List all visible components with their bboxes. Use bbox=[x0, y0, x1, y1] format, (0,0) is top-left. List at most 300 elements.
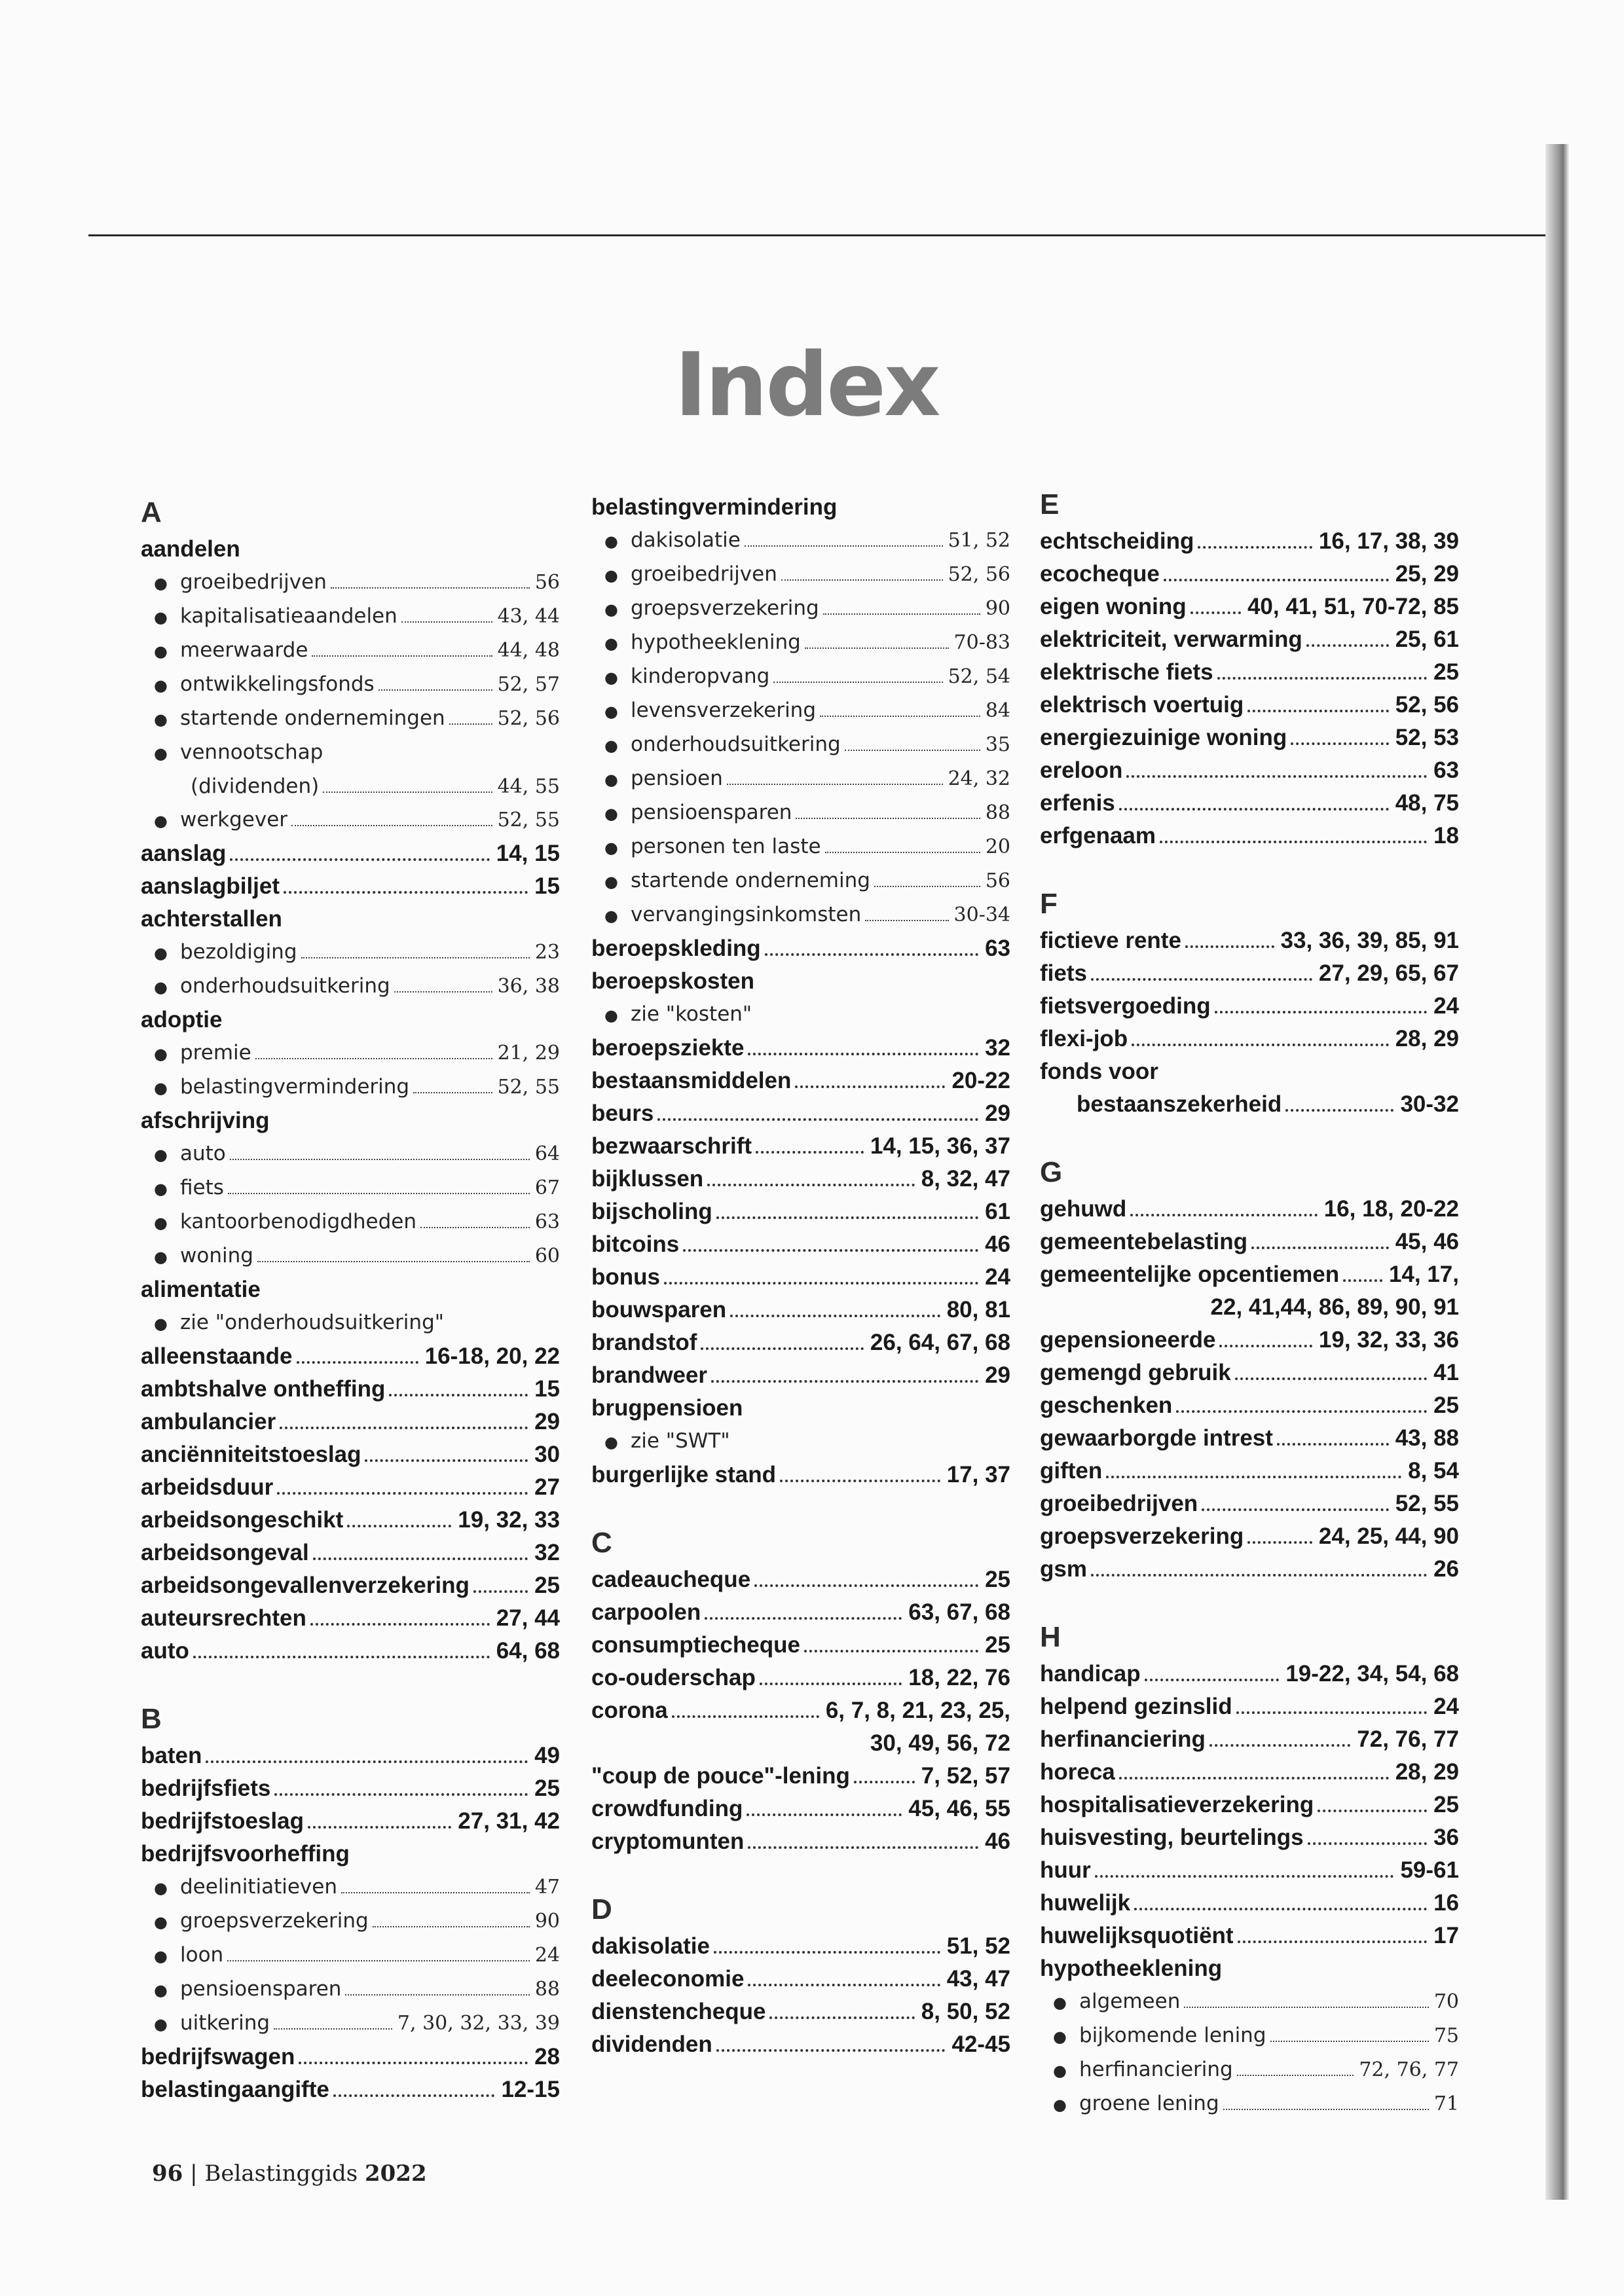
section-letter: A bbox=[141, 496, 162, 528]
sub-entry-term: algemeen bbox=[1079, 1990, 1181, 2013]
dot-leader bbox=[804, 1650, 978, 1652]
entry-pages: 25 bbox=[534, 1776, 560, 1801]
bullet-icon: ● bbox=[1053, 2096, 1067, 2114]
dot-leader bbox=[781, 579, 943, 581]
dot-leader bbox=[1238, 1941, 1427, 1943]
sub-entry-term: personen ten laste bbox=[631, 835, 821, 858]
entry-term: bijscholing bbox=[591, 1199, 712, 1224]
dot-leader bbox=[1209, 1744, 1350, 1747]
section-letter: B bbox=[141, 1703, 162, 1735]
dot-leader bbox=[1235, 1377, 1427, 1380]
entry-term: gehuwd bbox=[1040, 1196, 1127, 1222]
entry-term: "coup de pouce"-lening bbox=[591, 1763, 850, 1789]
sub-entry bbox=[591, 830, 1010, 864]
sub-entry-pages: 52, 57 bbox=[497, 673, 560, 696]
entry-term: fictieve rente bbox=[1040, 928, 1181, 953]
bullet-icon: ● bbox=[154, 642, 168, 661]
sub-entry-pages: 84 bbox=[985, 699, 1010, 722]
entry-pages: 28, 29 bbox=[1395, 1026, 1459, 1051]
dot-leader bbox=[413, 1092, 492, 1093]
entry-pages: 61 bbox=[985, 1199, 1010, 1224]
entry-pages: 25 bbox=[1433, 1393, 1459, 1418]
dot-leader bbox=[711, 1380, 978, 1383]
sub-entry bbox=[141, 1171, 560, 1205]
entry-pages: 30-32 bbox=[1400, 1091, 1459, 1117]
entry-term: aanslagbiljet bbox=[141, 873, 280, 899]
entry-term: consumptiecheque bbox=[591, 1632, 800, 1658]
bullet-icon: ● bbox=[604, 805, 618, 823]
entry-pages: 45, 46 bbox=[1395, 1229, 1459, 1254]
index-entry bbox=[591, 1596, 1010, 1629]
dot-leader bbox=[1202, 1508, 1389, 1511]
entry-pages: 24 bbox=[1433, 993, 1459, 1019]
sub-entry-pages: 64 bbox=[534, 1142, 560, 1165]
bullet-icon: ● bbox=[604, 737, 618, 755]
index-entry bbox=[1040, 1226, 1459, 1258]
bullet-icon: ● bbox=[604, 1433, 618, 1451]
sub-entry bbox=[591, 998, 1010, 1032]
section-gap bbox=[141, 1667, 560, 1699]
dot-leader bbox=[227, 1960, 530, 1961]
dot-leader bbox=[1277, 1443, 1389, 1446]
entry-pages: 25 bbox=[1433, 659, 1459, 685]
dot-leader bbox=[206, 1760, 528, 1763]
sub-entry-term: groeibedrijven bbox=[180, 570, 327, 594]
sub-entry-term: pensioen bbox=[631, 767, 723, 790]
dot-leader bbox=[1247, 1541, 1312, 1544]
sub-entry bbox=[141, 1939, 560, 1973]
index-entry bbox=[1040, 1658, 1459, 1690]
sub-entry-pages: 24 bbox=[534, 1944, 560, 1967]
entry-term: bedrijfstoeslag bbox=[141, 1808, 304, 1834]
dot-leader bbox=[664, 1282, 978, 1285]
entry-term: burgerlijke stand bbox=[591, 1462, 777, 1487]
index-entry bbox=[1040, 1357, 1459, 1389]
bullet-icon: ● bbox=[604, 839, 618, 857]
dot-leader bbox=[1223, 2109, 1429, 2110]
dot-leader bbox=[345, 1994, 529, 1995]
entry-pages: 27, 44 bbox=[496, 1605, 560, 1631]
index-entry bbox=[141, 1373, 560, 1406]
entry-term: bijklussen bbox=[591, 1166, 704, 1192]
entry-term: bitcoins bbox=[591, 1231, 680, 1257]
sub-entry-term: herfinanciering bbox=[1079, 2058, 1233, 2081]
entry-pages: 25 bbox=[985, 1632, 1010, 1658]
index-heading: belastingvermindering bbox=[591, 494, 838, 520]
entry-term: ambtshalve ontheffing bbox=[141, 1376, 386, 1402]
index-entry bbox=[591, 1228, 1010, 1261]
dot-leader bbox=[313, 1558, 528, 1560]
index-entry bbox=[1040, 1389, 1459, 1422]
entry-term: elektriciteit, verwarming bbox=[1040, 627, 1302, 652]
entry-pages: 19, 32, 33 bbox=[458, 1507, 560, 1533]
index-entry bbox=[591, 1294, 1010, 1326]
entry-pages: 25 bbox=[985, 1567, 1010, 1592]
bullet-icon: ● bbox=[154, 676, 168, 695]
bullet-icon: ● bbox=[604, 873, 618, 891]
sub-entry bbox=[141, 634, 560, 668]
dot-leader bbox=[420, 1227, 530, 1228]
sub-entry bbox=[141, 1036, 560, 1070]
dot-leader bbox=[1343, 1279, 1382, 1282]
dot-leader bbox=[1198, 546, 1312, 549]
entry-pages: 20-22 bbox=[951, 1068, 1010, 1093]
sub-entry-pages: 52, 56 bbox=[948, 563, 1010, 586]
entry-term: giften bbox=[1040, 1458, 1103, 1484]
sub-entry-term: zie "kosten" bbox=[631, 1002, 752, 1026]
entry-pages: 72, 76, 77 bbox=[1357, 1726, 1459, 1752]
entry-pages: 43, 47 bbox=[946, 1966, 1010, 1992]
sub-entry bbox=[141, 600, 560, 634]
entry-term: ambulancier bbox=[141, 1409, 276, 1434]
dot-leader bbox=[365, 1459, 528, 1462]
entry-pages: 30 bbox=[534, 1442, 560, 1467]
dot-leader bbox=[1134, 1908, 1427, 1910]
entry-term: gepensioneerde bbox=[1040, 1327, 1216, 1353]
sub-entry-pages: 20 bbox=[985, 835, 1010, 858]
dot-leader bbox=[1126, 775, 1427, 778]
entry-pages: 36 bbox=[1433, 1825, 1459, 1850]
sub-entry-pages: 75 bbox=[1433, 2024, 1459, 2047]
dot-leader bbox=[748, 1053, 978, 1055]
dot-leader bbox=[874, 886, 980, 887]
index-entry bbox=[1040, 1422, 1459, 1455]
dot-leader bbox=[1164, 579, 1389, 581]
entry-pages: 28 bbox=[534, 2044, 560, 2069]
entry-pages: 24 bbox=[985, 1264, 1010, 1290]
footer-guide: Belastinggids bbox=[204, 2160, 358, 2187]
index-entry bbox=[591, 1065, 1010, 1097]
sub-entry-term: onderhoudsuitkering bbox=[180, 974, 390, 998]
sub-entry bbox=[1040, 2087, 1459, 2121]
dot-leader bbox=[449, 723, 492, 725]
bullet-icon: ● bbox=[604, 600, 618, 619]
entry-term: belastingaangifte bbox=[141, 2077, 329, 2102]
sub-entry-term: groepsverzekering bbox=[180, 1909, 369, 1933]
dot-leader bbox=[756, 1151, 864, 1154]
index-entry bbox=[591, 1563, 1010, 1596]
sub-entry-pages: 44, 55 bbox=[497, 775, 560, 798]
index-heading: alimentatie bbox=[141, 1277, 261, 1302]
section-letter: D bbox=[591, 1893, 612, 1925]
dot-leader bbox=[1145, 1679, 1280, 1681]
dot-leader bbox=[795, 1085, 945, 1088]
entry-term: cryptomunten bbox=[591, 1829, 745, 1854]
dot-leader bbox=[1247, 710, 1388, 712]
sub-entry-term: onderhoudsuitkering bbox=[631, 733, 841, 756]
dot-leader bbox=[331, 587, 530, 589]
index-heading: bedrijfsvoorheffing bbox=[141, 1841, 350, 1867]
index-entry bbox=[1040, 689, 1459, 721]
dot-leader bbox=[747, 1813, 902, 1816]
entry-pages: 29 bbox=[985, 1101, 1010, 1126]
sub-entry-pages: 44, 48 bbox=[497, 639, 560, 662]
bullet-icon: ● bbox=[154, 1079, 168, 1097]
index-entry bbox=[591, 2028, 1010, 2061]
sub-entry bbox=[141, 1904, 560, 1939]
dot-leader bbox=[780, 1480, 940, 1482]
sub-entry bbox=[141, 1070, 560, 1104]
entry-pages: 46 bbox=[985, 1231, 1010, 1257]
index-entry bbox=[141, 1772, 560, 1805]
sub-entry-term: levensverzekering bbox=[631, 699, 817, 722]
entry-pages: 6, 7, 8, 21, 23, 25, bbox=[825, 1698, 1010, 1723]
bullet-icon: ● bbox=[154, 1913, 168, 1931]
index-entry bbox=[141, 870, 560, 903]
index-entry bbox=[591, 1359, 1010, 1392]
index-heading: brugpensioen bbox=[591, 1395, 743, 1421]
entry-term: bouwsparen bbox=[591, 1297, 727, 1322]
sub-entry-term: werkgever bbox=[180, 808, 288, 831]
dot-leader bbox=[748, 1984, 940, 1986]
entry-pages: 16-18, 20, 22 bbox=[424, 1343, 560, 1369]
index-entry bbox=[1040, 1193, 1459, 1226]
dot-leader bbox=[274, 2028, 392, 2030]
sub-entry bbox=[141, 736, 560, 770]
index-entry bbox=[591, 1995, 1010, 2028]
index-entry bbox=[1040, 525, 1459, 558]
entry-term: ereloon bbox=[1040, 757, 1123, 783]
entry-pages: 25, 29 bbox=[1395, 561, 1459, 587]
sub-entry-pages: 90 bbox=[985, 597, 1010, 620]
index-entry bbox=[141, 1602, 560, 1635]
entry-term: bonus bbox=[591, 1264, 660, 1290]
entry-term: erfgenaam bbox=[1040, 823, 1156, 848]
entry-term: hospitalisatieverzekering bbox=[1040, 1792, 1314, 1817]
index-heading: afschrijving bbox=[141, 1108, 270, 1133]
entry-term: bestaanszekerheid bbox=[1077, 1091, 1282, 1117]
dot-leader bbox=[707, 1184, 915, 1186]
entry-pages: 8, 54 bbox=[1408, 1458, 1459, 1484]
entry-pages: 15 bbox=[534, 1376, 560, 1402]
dot-leader bbox=[341, 1892, 530, 1893]
bullet-icon: ● bbox=[154, 1214, 168, 1232]
sub-entry bbox=[1040, 1985, 1459, 2019]
sub-entry-pages: 47 bbox=[534, 1876, 560, 1899]
entry-term: dividenden bbox=[591, 2032, 712, 2057]
entry-pages: 49 bbox=[534, 1743, 560, 1768]
entry-term: bedrijfsfiets bbox=[141, 1776, 271, 1801]
entry-pages: 17 bbox=[1433, 1923, 1459, 1948]
entry-pages: 14, 17, bbox=[1388, 1262, 1459, 1287]
bullet-icon: ● bbox=[604, 634, 618, 653]
sub-entry-pages: 63 bbox=[534, 1211, 560, 1233]
sub-entry-pages: 52, 54 bbox=[948, 665, 1010, 688]
dot-leader bbox=[1308, 1842, 1427, 1845]
bullet-icon: ● bbox=[1053, 2028, 1067, 2046]
entry-term: fietsvergoeding bbox=[1040, 993, 1211, 1019]
entry-pages: 63 bbox=[985, 936, 1010, 961]
dot-leader bbox=[1185, 945, 1274, 948]
dot-leader bbox=[193, 1656, 490, 1658]
dot-leader bbox=[1236, 1711, 1427, 1714]
dot-leader bbox=[373, 1926, 530, 1927]
entry-pages: 14, 15, 36, 37 bbox=[870, 1133, 1010, 1159]
entry-pages: 46 bbox=[985, 1829, 1010, 1854]
dot-leader bbox=[323, 792, 492, 793]
entry-pages: 8, 32, 47 bbox=[921, 1166, 1010, 1192]
section-letter: H bbox=[1040, 1621, 1061, 1653]
dot-leader bbox=[727, 784, 943, 785]
entry-pages: 43, 88 bbox=[1395, 1425, 1459, 1451]
sub-entry-term: deelinitiatieven bbox=[180, 1875, 337, 1899]
dot-leader bbox=[299, 2062, 528, 2064]
sub-entry-term: zie "SWT" bbox=[631, 1429, 730, 1453]
sub-entry-pages: 67 bbox=[534, 1176, 560, 1199]
dot-leader bbox=[378, 689, 492, 691]
dot-leader bbox=[1184, 2007, 1428, 2008]
entry-term: bezwaarschrift bbox=[591, 1133, 752, 1159]
sub-entry bbox=[141, 566, 560, 600]
entry-term: huisvesting, beurtelings bbox=[1040, 1825, 1304, 1850]
sub-entry-term: dakisolatie bbox=[631, 528, 741, 552]
sub-entry-pages: 70-83 bbox=[953, 631, 1010, 654]
dot-leader bbox=[705, 1617, 902, 1620]
sub-entry bbox=[141, 936, 560, 970]
entry-term: dienstencheque bbox=[591, 1999, 766, 2024]
entry-term: deeleconomie bbox=[591, 1966, 745, 1992]
entry-term: energiezuinige woning bbox=[1040, 725, 1287, 750]
index-entry bbox=[1040, 1756, 1459, 1789]
bullet-icon: ● bbox=[154, 1248, 168, 1266]
entry-term: eigen woning bbox=[1040, 594, 1187, 619]
sub-entry-pages: 51, 52 bbox=[948, 529, 1010, 552]
entry-term: beroepskleding bbox=[591, 936, 761, 961]
dot-leader bbox=[277, 1492, 528, 1495]
dot-leader bbox=[820, 716, 980, 717]
entry-pages: 45, 46, 55 bbox=[908, 1796, 1010, 1821]
sub-entry bbox=[141, 1306, 560, 1340]
section-letter: G bbox=[1040, 1156, 1063, 1188]
section-gap bbox=[1040, 1586, 1459, 1617]
sub-entry-pages: 56 bbox=[534, 571, 560, 594]
entry-term: geschenken bbox=[1040, 1393, 1173, 1418]
entry-term: erfenis bbox=[1040, 790, 1115, 816]
index-entry bbox=[1040, 924, 1459, 957]
sub-entry bbox=[141, 1137, 560, 1171]
dot-leader bbox=[805, 647, 949, 649]
entry-term: handicap bbox=[1040, 1661, 1141, 1686]
dot-leader bbox=[1095, 1875, 1394, 1878]
entry-term: crowdfunding bbox=[591, 1796, 743, 1821]
dot-leader bbox=[769, 2016, 914, 2019]
entry-term: dakisolatie bbox=[591, 1933, 710, 1959]
index-entry bbox=[141, 2041, 560, 2073]
index-entry bbox=[1040, 1088, 1459, 1121]
bullet-icon: ● bbox=[154, 1180, 168, 1198]
sub-entry-term: bezoldiging bbox=[180, 940, 297, 964]
sub-entry-term: pensioensparen bbox=[180, 1977, 342, 2001]
footer-separator: | bbox=[190, 2160, 198, 2187]
dot-leader bbox=[748, 1846, 978, 1849]
section-letter: F bbox=[1040, 888, 1058, 920]
entry-term: aanslag bbox=[141, 841, 227, 866]
entry-pages: 18 bbox=[1433, 823, 1459, 848]
sub-entry bbox=[591, 592, 1010, 626]
dot-leader bbox=[1119, 1777, 1389, 1779]
dot-leader bbox=[716, 1216, 978, 1219]
index-entry bbox=[1040, 1690, 1459, 1723]
dot-leader bbox=[825, 852, 980, 853]
dot-leader bbox=[701, 1347, 864, 1350]
entry-pages: 51, 52 bbox=[946, 1933, 1010, 1959]
sub-entry-term: kapitalisatieaandelen bbox=[180, 604, 397, 628]
index-entry bbox=[141, 1805, 560, 1838]
entry-term: cadeaucheque bbox=[591, 1567, 751, 1592]
entry-pages: 63 bbox=[1433, 757, 1459, 783]
sub-entry-term: groeibedrijven bbox=[631, 562, 777, 586]
sub-entry-pages: 43, 44 bbox=[497, 605, 560, 628]
entry-pages: 42-45 bbox=[951, 2032, 1010, 2057]
dot-leader bbox=[333, 2094, 495, 2097]
top-rule bbox=[88, 234, 1555, 236]
index-heading: hypotheeklening bbox=[1040, 1956, 1223, 1981]
dot-leader bbox=[301, 957, 530, 958]
entry-term: auto bbox=[141, 1638, 189, 1664]
index-entry bbox=[1040, 1258, 1459, 1291]
bullet-icon: ● bbox=[154, 1947, 168, 1965]
dot-leader bbox=[1270, 2041, 1429, 2042]
sub-entry-pages: 71 bbox=[1433, 2092, 1459, 2115]
entry-term: arbeidsongevallenverzekering bbox=[141, 1573, 470, 1598]
dot-leader bbox=[1291, 742, 1388, 745]
entry-term: groeibedrijven bbox=[1040, 1491, 1198, 1516]
dot-leader bbox=[297, 1361, 418, 1364]
sub-entry bbox=[1040, 2019, 1459, 2053]
sub-entry-pages: 35 bbox=[985, 733, 1010, 756]
index-column-2 bbox=[591, 491, 1010, 2061]
bullet-icon: ● bbox=[154, 1981, 168, 1999]
entry-pages: 26 bbox=[1433, 1556, 1459, 1582]
sub-entry-term: (dividenden) bbox=[191, 774, 320, 798]
sub-entry-pages: 88 bbox=[534, 1978, 560, 2001]
dot-leader bbox=[823, 613, 980, 615]
index-entry bbox=[141, 1471, 560, 1504]
index-entry bbox=[591, 1662, 1010, 1694]
sub-entry bbox=[141, 1973, 560, 2007]
dot-leader bbox=[760, 1683, 902, 1685]
index-entry bbox=[1040, 591, 1459, 623]
index-entry bbox=[591, 1629, 1010, 1662]
dot-leader bbox=[1130, 1214, 1318, 1216]
dot-leader bbox=[394, 991, 492, 993]
dot-leader bbox=[1160, 841, 1427, 843]
index-entry bbox=[591, 1097, 1010, 1130]
dot-leader bbox=[1306, 644, 1389, 647]
bullet-icon: ● bbox=[154, 608, 168, 627]
dot-leader bbox=[230, 1159, 530, 1160]
entry-term: arbeidsongeval bbox=[141, 1540, 309, 1565]
dot-leader bbox=[796, 818, 980, 819]
sub-entry-term: meerwaarde bbox=[180, 638, 308, 662]
entry-term: baten bbox=[141, 1743, 202, 1768]
sub-entry-pages: 7, 30, 32, 33, 39 bbox=[397, 2012, 560, 2035]
sub-entry-term: loon bbox=[180, 1943, 224, 1967]
bullet-icon: ● bbox=[604, 1006, 618, 1025]
index-entry bbox=[591, 1459, 1010, 1491]
dot-leader bbox=[865, 920, 948, 921]
section-gap bbox=[591, 1491, 1010, 1523]
index-entry bbox=[591, 1793, 1010, 1825]
sub-entry bbox=[591, 626, 1010, 660]
entry-term: alleenstaande bbox=[141, 1343, 293, 1369]
index-entry bbox=[591, 1963, 1010, 1995]
index-entry bbox=[1040, 1854, 1459, 1887]
dot-leader bbox=[255, 1058, 492, 1059]
sub-entry bbox=[141, 770, 560, 803]
dot-leader bbox=[1176, 1410, 1427, 1413]
entry-term: brandstof bbox=[591, 1330, 697, 1355]
